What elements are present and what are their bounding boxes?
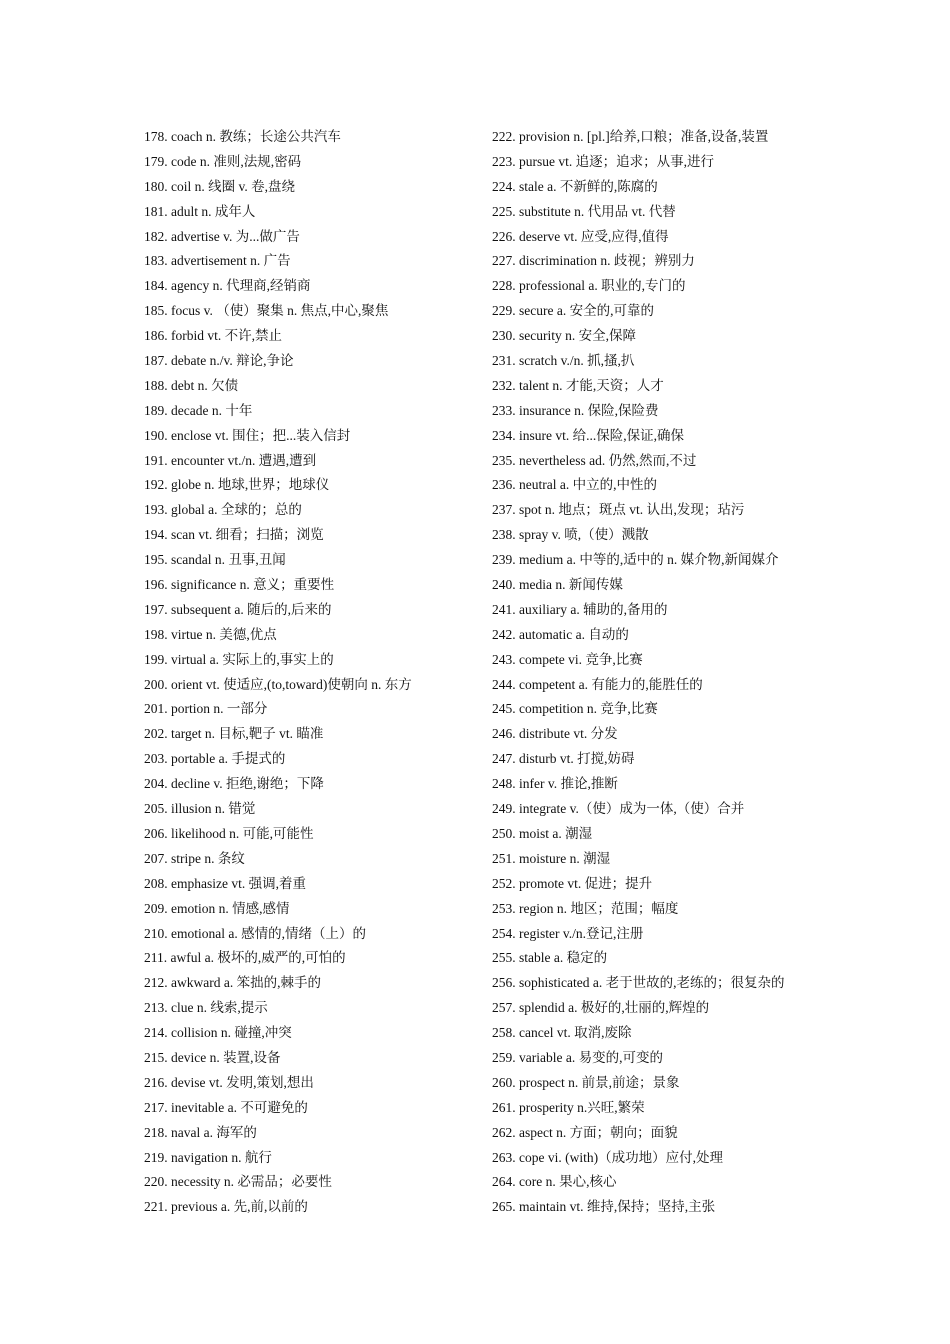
vocab-entry: 220. necessity n. 必需品；必要性 [144,1174,332,1190]
vocab-entry: 192. globe n. 地球,世界；地球仪 [144,477,330,493]
vocab-entry: 221. previous a. 先,前,以前的 [144,1199,308,1215]
vocab-entry: 249. integrate v.（使）成为一体,（使）合并 [492,801,745,817]
vocab-entry: 258. cancel vt. 取消,废除 [492,1025,632,1041]
vocab-entry: 193. global a. 全球的；总的 [144,502,302,518]
vocab-entry: 201. portion n. 一部分 [144,701,268,717]
vocab-entry: 209. emotion n. 情感,感情 [144,900,290,916]
vocab-entry: 223. pursue vt. 追逐；追求；从事,进行 [492,153,714,169]
vocab-entry: 194. scan vt. 细看；扫描；浏览 [144,527,324,543]
vocab-entry: 254. register v./n.登记,注册 [492,925,644,941]
vocab-entry: 181. adult n. 成年人 [144,203,256,219]
vocab-entry: 195. scandal n. 丑事,丑闻 [144,552,286,568]
vocab-entry: 198. virtue n. 美德,优点 [144,626,277,642]
vocab-entry: 188. debt n. 欠债 [144,377,239,393]
vocab-entry: 240. media n. 新闻传媒 [492,577,623,593]
vocab-entry: 257. splendid a. 极好的,壮丽的,辉煌的 [492,1000,710,1016]
vocab-entry: 185. focus v. （使）聚集 n. 焦点,中心,聚焦 [144,303,389,319]
vocab-entry: 244. competent a. 有能力的,能胜任的 [492,676,703,692]
vocab-column-right [492,125,832,1220]
vocab-entry: 231. scratch v./n. 抓,搔,扒 [492,353,635,369]
vocab-entry: 251. moisture n. 潮湿 [492,850,611,866]
vocab-entry: 180. coil n. 线圈 v. 卷,盘绕 [144,178,295,194]
vocab-entry: 207. stripe n. 条纹 [144,850,245,866]
vocab-entry: 256. sophisticated a. 老于世故的,老练的；很复杂的 [492,975,785,991]
vocab-entry: 247. disturb vt. 打搅,妨碍 [492,751,635,767]
vocab-entry: 260. prospect n. 前景,前途；景象 [492,1074,680,1090]
vocab-entry: 203. portable a. 手提式的 [144,751,286,767]
vocab-entry: 202. target n. 目标,靶子 vt. 瞄准 [144,726,324,742]
vocab-entry: 199. virtual a. 实际上的,事实上的 [144,651,334,667]
vocab-entry: 262. aspect n. 方面；朝向；面貌 [492,1124,678,1140]
vocab-entry: 206. likelihood n. 可能,可能性 [144,825,314,841]
vocab-entry: 261. prosperity n.兴旺,繁荣 [492,1099,645,1115]
vocab-entry: 264. core n. 果心,核心 [492,1174,617,1190]
vocab-entry: 225. substitute n. 代用品 vt. 代替 [492,203,676,219]
vocab-entry: 228. professional a. 职业的,专门的 [492,278,686,294]
vocab-entry: 211. awful a. 极坏的,威严的,可怕的 [144,950,346,966]
vocab-entry: 215. device n. 装置,设备 [144,1049,281,1065]
vocab-entry: 214. collision n. 碰撞,冲突 [144,1025,292,1041]
vocab-entry: 255. stable a. 稳定的 [492,950,608,966]
vocab-entry: 259. variable a. 易变的,可变的 [492,1049,663,1065]
vocab-entry: 263. cope vi. (with)（成功地）应付,处理 [492,1149,723,1165]
vocab-entry: 219. navigation n. 航行 [144,1149,272,1165]
vocab-entry: 235. nevertheless ad. 仍然,然而,不过 [492,452,697,468]
vocab-entry: 237. spot n. 地点；斑点 vt. 认出,发现；玷污 [492,502,745,518]
vocab-entry: 196. significance n. 意义；重要性 [144,577,335,593]
vocab-entry: 212. awkward a. 笨拙的,棘手的 [144,975,321,991]
vocab-entry: 189. decade n. 十年 [144,402,253,418]
vocab-entry: 205. illusion n. 错觉 [144,801,256,817]
vocab-entry: 229. secure a. 安全的,可靠的 [492,303,654,319]
vocab-entry: 200. orient vt. 使适应,(to,toward)使朝向 n. 东方 [144,676,412,692]
vocab-entry: 232. talent n. 才能,天资；人才 [492,377,664,393]
vocab-entry: 246. distribute vt. 分发 [492,726,618,742]
vocab-entry: 213. clue n. 线索,提示 [144,1000,268,1016]
vocab-entry: 204. decline v. 拒绝,谢绝；下降 [144,776,324,792]
vocab-entry: 218. naval a. 海军的 [144,1124,257,1140]
vocab-entry: 253. region n. 地区；范围；幅度 [492,900,679,916]
vocab-entry: 265. maintain vt. 维持,保持；坚持,主张 [492,1199,716,1215]
vocab-entry: 248. infer v. 推论,推断 [492,776,618,792]
vocab-entry: 217. inevitable a. 不可避免的 [144,1099,308,1115]
vocab-entry: 186. forbid vt. 不许,禁止 [144,328,282,344]
vocab-entry: 190. enclose vt. 围住；把...装入信封 [144,427,351,443]
vocab-entry: 226. deserve vt. 应受,应得,值得 [492,228,669,244]
vocab-entry: 250. moist a. 潮湿 [492,825,593,841]
vocab-entry: 243. compete vi. 竞争,比赛 [492,651,643,667]
vocab-entry: 222. provision n. [pl.]给养,口粮；准备,设备,装置 [492,129,769,144]
vocab-entry: 179. code n. 准则,法规,密码 [144,153,302,169]
vocab-entry: 245. competition n. 竞争,比赛 [492,701,658,717]
vocab-entry: 227. discrimination n. 歧视；辨别力 [492,253,695,269]
vocab-entry: 197. subsequent a. 随后的,后来的 [144,601,332,617]
vocab-entry: 252. promote vt. 促进；提升 [492,875,653,891]
vocab-entry: 216. devise vt. 发明,策划,想出 [144,1074,314,1090]
vocab-entry: 178. coach n. 教练；长途公共汽车 [144,129,341,144]
vocab-entry: 230. security n. 安全,保障 [492,328,636,344]
vocab-entry: 241. auxiliary a. 辅助的,备用的 [492,601,668,617]
vocab-entry: 224. stale a. 不新鲜的,陈腐的 [492,178,658,194]
vocab-entry: 191. encounter vt./n. 遭遇,遭到 [144,452,317,468]
vocab-entry: 238. spray v. 喷,（使）溅散 [492,527,649,543]
vocab-column-left [144,125,474,1220]
vocab-entry: 233. insurance n. 保险,保险费 [492,402,659,418]
vocab-entry: 236. neutral a. 中立的,中性的 [492,477,657,493]
vocab-entry: 183. advertisement n. 广告 [144,253,291,269]
vocab-entry: 182. advertise v. 为...做广告 [144,228,300,244]
vocab-entry: 184. agency n. 代理商,经销商 [144,278,311,294]
vocab-entry: 234. insure vt. 给...保险,保证,确保 [492,427,684,443]
vocab-entry: 210. emotional a. 感情的,情绪（上）的 [144,925,366,941]
vocab-entry: 242. automatic a. 自动的 [492,626,629,642]
vocab-entry: 239. medium a. 中等的,适中的 n. 媒介物,新闻媒介 [492,552,779,568]
vocab-entry: 187. debate n./v. 辩论,争论 [144,353,294,369]
vocab-entry: 208. emphasize vt. 强调,着重 [144,875,306,891]
